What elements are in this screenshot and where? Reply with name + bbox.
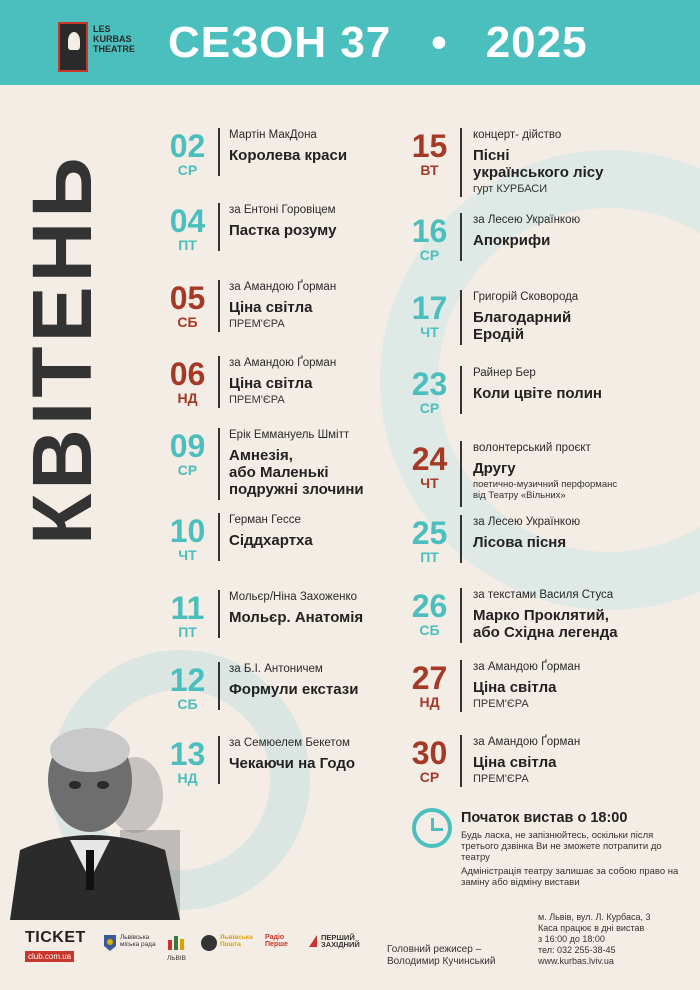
event-divider	[460, 213, 462, 261]
event-title-line: Ціна світла	[229, 299, 313, 316]
event-divider	[218, 662, 220, 710]
event-divider	[460, 735, 462, 787]
event-author: Райнер Бер	[473, 367, 536, 379]
event-note: гурт КУРБАСИ	[473, 183, 548, 195]
event-day: 06	[169, 356, 206, 392]
event-date	[160, 205, 215, 253]
event-author: за Амандою Ґорман	[473, 661, 581, 673]
event-title-line: Мольєр. Анатомія	[229, 609, 364, 626]
event-title[interactable]	[473, 232, 580, 249]
event-day: 13	[169, 736, 206, 772]
event-date	[402, 130, 457, 178]
late-warning: Будь ласка, не запізнюйтесь, оскільки після третього дзвінка Ви не зможете потрапити до театру	[461, 830, 662, 863]
event-author: Григорій Сковорода	[473, 291, 579, 303]
event-info	[473, 128, 603, 196]
event-weekday: НД	[177, 390, 198, 406]
radio-logo: Радіо Перше	[265, 934, 288, 948]
event-divider	[218, 203, 220, 251]
event-author: за Амандою Ґорман	[229, 281, 337, 293]
event-title-line: Пісні	[473, 147, 510, 164]
event-day: 30	[411, 735, 448, 771]
event-date	[402, 215, 457, 263]
city-council-logo: Львівська міська рада	[103, 934, 161, 962]
event-info	[473, 735, 580, 786]
event-weekday: СР	[419, 400, 440, 416]
event-date	[160, 430, 215, 478]
event-divider	[460, 588, 462, 643]
event-day: 25	[411, 515, 448, 551]
month-title: КВІТЕНЬ	[15, 153, 109, 545]
event-author: за Лесею Українкою	[473, 516, 581, 528]
event-title-line: Лісова пісня	[473, 534, 567, 551]
event-info	[473, 366, 602, 402]
event-day: 02	[169, 128, 206, 164]
event-title-line: Благодарний	[473, 309, 572, 326]
event-title-line: або Маленькі	[229, 464, 329, 481]
event-divider	[460, 660, 462, 712]
event-title[interactable]	[473, 147, 603, 181]
event-divider	[460, 515, 462, 563]
event-note: ПРЕМ'ЄРА	[473, 773, 529, 785]
event-info	[229, 428, 364, 498]
event-title-line: Ціна світла	[473, 754, 557, 771]
event-title-line: Еродій	[473, 326, 525, 343]
event-divider	[218, 128, 220, 176]
event-weekday: СР	[419, 247, 440, 263]
event-divider	[460, 128, 462, 197]
event-day: 04	[169, 203, 206, 239]
event-info	[229, 356, 336, 407]
event-title-line: Ціна світла	[229, 375, 313, 392]
event-title[interactable]	[473, 460, 617, 477]
event-date	[402, 737, 457, 785]
event-title-line: Чекаючи на Годо	[229, 755, 356, 772]
event-day: 26	[411, 588, 448, 624]
event-date	[402, 590, 457, 638]
event-date	[402, 443, 457, 491]
event-info	[229, 736, 355, 772]
event-author: Ерік Еммануель Шмітт	[229, 429, 350, 441]
event-title-line: Ціна світла	[473, 679, 557, 696]
event-weekday: ПТ	[178, 624, 197, 640]
event-author: за Семюелем Бекетом	[229, 737, 350, 749]
event-title-line: Королева краси	[229, 147, 348, 164]
event-weekday: НД	[177, 770, 198, 786]
event-title[interactable]	[229, 532, 313, 549]
event-title[interactable]	[229, 299, 336, 316]
event-note: ПРЕМ'ЄРА	[229, 318, 285, 330]
admin-note: Адміністрація театру залишає за собою право на заміну або відміну вистави	[461, 866, 679, 888]
portrait-image	[0, 700, 200, 920]
event-weekday: СБ	[177, 696, 198, 712]
event-date	[402, 292, 457, 340]
event-title[interactable]	[229, 681, 358, 698]
event-info	[473, 660, 580, 711]
event-divider	[218, 428, 220, 500]
event-title[interactable]	[473, 679, 580, 696]
event-info	[229, 203, 336, 239]
event-day: 09	[169, 428, 206, 464]
event-author: концерт- дійство	[473, 129, 562, 141]
theatre-logo-icon	[58, 22, 88, 72]
event-title-line: Марко Проклятий,	[473, 607, 609, 624]
event-author: за текстами Василя Стуса	[473, 589, 614, 601]
event-info	[229, 590, 363, 626]
lviv-post-logo: Львівська Пошта	[200, 934, 260, 962]
event-note: ПРЕМ'ЄРА	[473, 698, 529, 710]
event-weekday: ЧТ	[178, 547, 197, 563]
event-title[interactable]	[229, 609, 363, 626]
theatre-logo-text: LES KURBAS THEATRE	[93, 24, 135, 54]
event-author: за Амандою Ґорман	[473, 736, 581, 748]
event-date	[402, 662, 457, 710]
director-credit: Головний режисер – Володимир Кучинський	[387, 944, 496, 967]
lviv-logo: ЛЬВІВ	[167, 934, 195, 962]
clock-icon	[412, 808, 452, 848]
event-weekday: ЧТ	[420, 475, 439, 491]
event-author: за Б.І. Антоничем	[229, 663, 323, 675]
event-weekday: ЧТ	[420, 324, 439, 340]
event-date	[402, 368, 457, 416]
event-info	[473, 290, 578, 343]
event-date	[160, 515, 215, 563]
event-date	[160, 592, 215, 640]
website-link[interactable]: www.kurbas.lviv.ua	[538, 956, 614, 966]
event-info	[229, 662, 358, 698]
event-date	[160, 282, 215, 330]
event-info	[229, 280, 336, 331]
event-info	[229, 128, 347, 164]
event-author: за Амандою Ґорман	[229, 357, 337, 369]
event-divider	[460, 441, 462, 507]
event-day: 24	[411, 441, 448, 477]
header-bar	[0, 0, 700, 85]
event-date	[402, 517, 457, 565]
event-weekday: СР	[177, 162, 198, 178]
event-day: 15	[411, 128, 448, 164]
event-day: 27	[411, 660, 448, 696]
event-info	[473, 515, 580, 551]
event-author: Мартін МакДона	[229, 129, 317, 141]
first-western-logo: ПЕРШИЙ ЗАХІДНИЙ	[308, 934, 378, 962]
event-title-line: Пастка розуму	[229, 222, 337, 239]
event-title-line: Амнезія,	[229, 447, 293, 464]
event-day: 10	[169, 513, 206, 549]
event-day: 05	[169, 280, 206, 316]
event-author: Герман Гессе	[229, 514, 301, 526]
event-author: за Лесею Українкою	[473, 214, 581, 226]
event-author: волонтерський проєкт	[473, 442, 591, 454]
event-note: поетично-музичний перформанс від Театру «Вільних»	[473, 479, 618, 501]
event-title-line: Формули екстази	[229, 681, 359, 698]
event-title-line: українського лісу	[473, 164, 604, 181]
contacts: м. Львів, вул. Л. Курбаса, 3 Каса працює в дні вистав з 16:00 до 18:00 тел: 032 255-38-45 www.kurbas.lviv.ua	[538, 912, 651, 966]
event-divider	[218, 356, 220, 408]
event-divider	[460, 366, 462, 414]
event-weekday: НД	[419, 694, 440, 710]
event-divider	[218, 736, 220, 784]
event-day: 12	[169, 662, 206, 698]
event-date	[160, 358, 215, 406]
event-title-line: Апокрифи	[473, 232, 551, 249]
ticketclub-logo[interactable]: TICKET club.com.ua	[25, 929, 86, 961]
event-weekday: СР	[419, 769, 440, 785]
event-divider	[218, 280, 220, 332]
event-title[interactable]	[473, 607, 618, 641]
season-title: СЕЗОН 37 • 2025	[168, 18, 588, 67]
event-weekday: ПТ	[178, 237, 197, 253]
event-divider	[218, 513, 220, 561]
event-weekday: ПТ	[420, 549, 439, 565]
event-title[interactable]	[229, 222, 336, 239]
event-author: за Ентоні Горовіцем	[229, 204, 336, 216]
event-author: Мольєр/Ніна Захоженко	[229, 591, 358, 603]
event-title[interactable]	[229, 375, 336, 392]
event-day: 23	[411, 366, 448, 402]
event-title[interactable]	[229, 755, 355, 772]
event-title[interactable]	[473, 309, 578, 343]
event-day: 11	[170, 590, 205, 626]
event-title[interactable]	[229, 447, 364, 498]
event-title[interactable]	[473, 534, 580, 551]
start-time: Початок вистав о 18:00	[461, 810, 628, 826]
event-title-line: Сіддхартха	[229, 532, 313, 549]
event-weekday: СР	[177, 462, 198, 478]
event-info	[229, 513, 313, 549]
event-day: 17	[411, 290, 448, 326]
event-weekday: СБ	[177, 314, 198, 330]
event-note: ПРЕМ'ЄРА	[229, 394, 285, 406]
event-title-line: або Східна легенда	[473, 624, 618, 641]
event-info	[473, 588, 618, 641]
event-divider	[218, 590, 220, 638]
event-title-line: Другу	[473, 460, 516, 477]
event-divider	[460, 290, 462, 345]
event-info	[473, 213, 580, 249]
event-title[interactable]	[473, 754, 580, 771]
event-title-line: Коли цвіте полин	[473, 385, 602, 402]
event-title-line: подружні злочини	[229, 481, 364, 498]
event-weekday: СБ	[419, 622, 440, 638]
event-day: 16	[411, 213, 448, 249]
event-title[interactable]	[229, 147, 347, 164]
event-info	[473, 441, 617, 501]
event-title[interactable]	[473, 385, 602, 402]
event-date	[160, 130, 215, 178]
event-weekday: ВТ	[420, 162, 439, 178]
